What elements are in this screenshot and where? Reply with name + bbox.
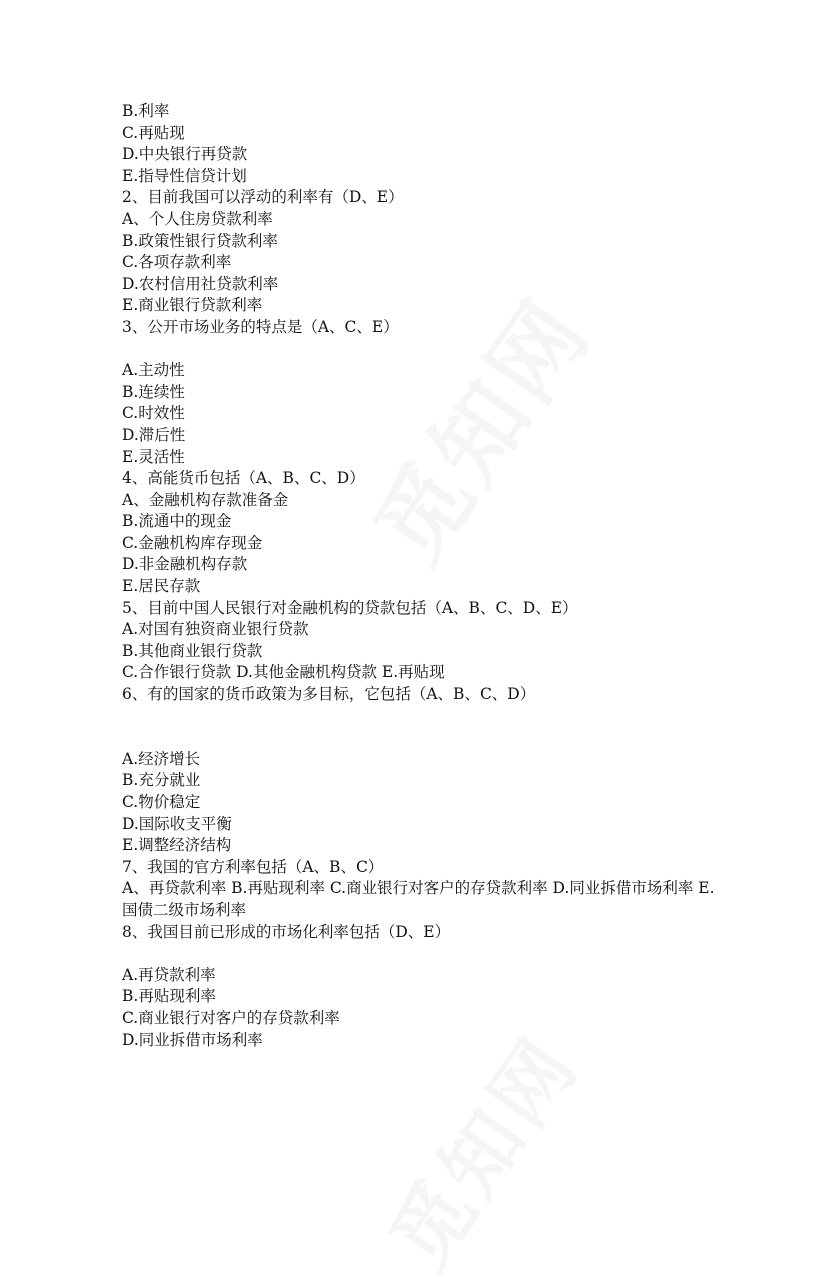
- option-line: D.中央银行再贷款: [122, 145, 248, 164]
- option-line: B.其他商业银行贷款: [122, 641, 263, 660]
- option-line: A.对国有独资商业银行贷款: [122, 620, 309, 639]
- option-line: C.金融机构库存现金: [122, 533, 263, 552]
- option-line: B.政策性银行贷款利率: [122, 231, 278, 250]
- option-line: A、再贷款利率 B.再贴现利率 C.商业银行对客户的存贷款利率 D.同业拆借市场利率 E.国债二级市场利率: [122, 879, 715, 919]
- option-line: E.指导性信贷计划: [122, 166, 247, 185]
- watermark: 觅知网: [372, 1019, 597, 1284]
- document-body: [122, 101, 717, 1051]
- option-line: C.再贴现: [122, 123, 185, 142]
- option-line: B.再贴现利率: [122, 987, 216, 1006]
- question-line: 3、公开市场业务的特点是（A、C、E）: [122, 317, 399, 336]
- option-line: C.商业银行对客户的存贷款利率: [122, 1008, 340, 1027]
- option-line: D.同业拆借市场利率: [122, 1030, 263, 1049]
- option-line: A.经济增长: [122, 749, 201, 768]
- option-line: A.再贷款利率: [122, 965, 216, 984]
- question-line: 4、高能货币包括（A、B、C、D）: [122, 469, 365, 488]
- option-line: D.农村信用社贷款利率: [122, 274, 279, 293]
- option-line: A、个人住房贷款利率: [122, 209, 273, 228]
- option-line: A.主动性: [122, 361, 185, 380]
- option-line: C.物价稳定: [122, 793, 201, 811]
- blank-spacer: [122, 339, 717, 361]
- question-line: 6、有的国家的货币政策为多目标，它包括（A、B、C、D）: [122, 685, 536, 704]
- blank-spacer: [122, 706, 717, 749]
- option-line: C.时效性: [122, 404, 185, 423]
- option-line: B.连续性: [122, 382, 185, 401]
- question-line: 2、目前我国可以浮动的利率有（D、E）: [122, 188, 404, 207]
- option-line: D.国际收支平衡: [122, 814, 232, 833]
- option-line: B.流通中的现金: [122, 512, 232, 531]
- watermark: 觅知网: [355, 279, 612, 582]
- option-line: E.调整经济结构: [122, 836, 232, 855]
- option-line: C.各项存款利率: [122, 253, 232, 272]
- question-line: 8、我国目前已形成的市场化利率包括（D、E）: [122, 922, 451, 941]
- option-line: E.居民存款: [122, 577, 201, 596]
- option-line: A、金融机构存款准备金: [122, 490, 289, 509]
- option-line: E.灵活性: [122, 447, 185, 466]
- option-line: D.非金融机构存款: [122, 555, 248, 574]
- option-line: D.滞后性: [122, 425, 186, 444]
- option-line: E.商业银行贷款利率: [122, 296, 263, 315]
- question-line: 5、目前中国人民银行对金融机构的贷款包括（A、B、C、D、E）: [122, 598, 578, 617]
- blank-spacer: [122, 943, 717, 965]
- option-line: B.充分就业: [122, 771, 201, 790]
- option-line: B.利率: [122, 102, 170, 120]
- option-line: C.合作银行贷款 D.其他金融机构贷款 E.再贴现: [122, 663, 445, 682]
- question-line: 7、我国的官方利率包括（A、B、C）: [122, 857, 384, 876]
